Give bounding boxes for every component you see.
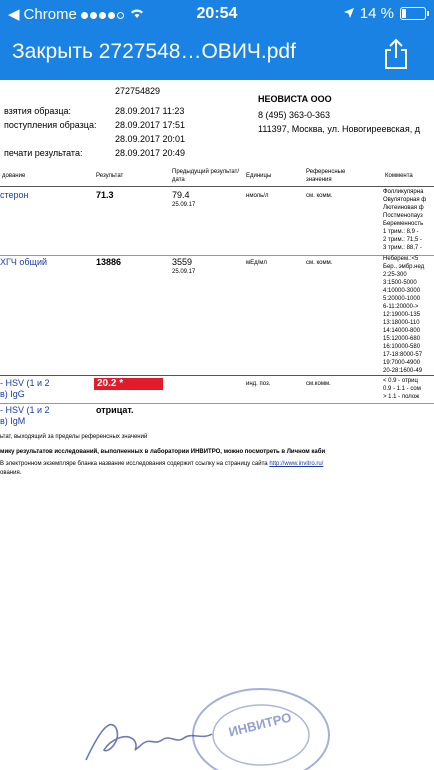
comment-line: Беременность bbox=[383, 221, 424, 227]
comment-line: 2 трим.: 71,5 - bbox=[383, 237, 422, 243]
comment-line: 14:14000-800 bbox=[383, 328, 421, 334]
comment-line: Лютеиновая ф bbox=[383, 205, 424, 211]
comment-line: 16:10000-580 bbox=[383, 344, 421, 350]
share-icon[interactable] bbox=[382, 38, 410, 70]
field-label-sample-received: поступления образца: bbox=[4, 120, 97, 130]
comment-line: Овуляторная ф bbox=[383, 197, 427, 203]
comment-line: 1 трим.: 8,9 - bbox=[383, 229, 419, 235]
comment-block bbox=[383, 255, 424, 375]
units: нмоль/л bbox=[246, 193, 269, 199]
comment-line: 5:20000-1000 bbox=[383, 296, 421, 302]
comment-block bbox=[383, 188, 426, 252]
test-name-testosterone[interactable]: стерон bbox=[0, 190, 29, 200]
col-header-reference: Референсные значения bbox=[306, 169, 346, 183]
comment-line: 12:19000-135 bbox=[383, 312, 421, 318]
comment-line: 3:1500-5000 bbox=[383, 280, 417, 286]
comment-line: 15:12000-680 bbox=[383, 336, 421, 342]
row-divider bbox=[0, 403, 434, 404]
signature bbox=[80, 710, 220, 770]
comment-line: Фолликулярна bbox=[383, 189, 424, 195]
top-bar bbox=[0, 0, 434, 80]
comment-line: 13:18000-110 bbox=[383, 320, 420, 326]
pdf-page bbox=[0, 80, 434, 770]
comment-line: > 1.1 - полож bbox=[383, 394, 420, 400]
units: мЕд/мл bbox=[246, 260, 267, 266]
test-name-hcg[interactable]: ХГЧ общий bbox=[0, 257, 47, 267]
units: инд. поз. bbox=[246, 381, 271, 387]
result-value: 71.3 bbox=[96, 190, 114, 200]
field-value-sample-received: 28.09.2017 17:51 bbox=[115, 120, 186, 130]
previous-value: 3559 bbox=[172, 257, 193, 267]
test-name-hsv-igm-line1[interactable]: - HSV (1 и 2 bbox=[0, 405, 50, 415]
test-name-hsv-igm-line2[interactable]: в) IgM bbox=[0, 416, 26, 426]
row-divider bbox=[0, 375, 434, 376]
comment-line: < 0.9 - отриц bbox=[383, 378, 418, 384]
stamp-text: ИНВИТРО bbox=[227, 709, 293, 740]
result-value-abnormal: 20.2 * bbox=[94, 378, 163, 390]
comment-line: 2:25-300 bbox=[383, 272, 407, 278]
reference: см.комм. bbox=[306, 381, 331, 387]
reference: см. комм. bbox=[306, 260, 333, 266]
location-arrow-icon bbox=[344, 5, 354, 22]
previous-date: 25.09.17 bbox=[172, 202, 196, 208]
field-value-sample-taken: 28.09.2017 11:23 bbox=[115, 106, 185, 116]
lab-phone: 8 (495) 363-0-363 bbox=[258, 110, 331, 120]
reference: см. комм. bbox=[306, 193, 333, 199]
footnote-star: ьтат, выходящий за пределы референсных значений bbox=[0, 434, 148, 440]
test-name-hsv-igg-line1[interactable]: - HSV (1 и 2 bbox=[0, 378, 50, 388]
invitro-link[interactable]: http://www.invitro.ru/ bbox=[269, 461, 324, 467]
col-header-result: Результат bbox=[96, 173, 124, 179]
battery-icon bbox=[400, 7, 426, 20]
field-value-3: 28.09.2017 20:01 bbox=[115, 134, 186, 144]
col-header-units: Единицы bbox=[246, 173, 272, 179]
col-header-previous: Предыдущий результат/дата bbox=[172, 169, 240, 183]
header-divider bbox=[0, 186, 434, 187]
comment-line: 6-11:20000-> bbox=[383, 304, 419, 310]
comment-block bbox=[383, 377, 421, 401]
comment-line: 0.9 - 1.1 - сом bbox=[383, 386, 421, 392]
comment-line: Постменопауз bbox=[383, 213, 423, 219]
comment-line: 3 трим.: 88,7 - bbox=[383, 245, 422, 251]
order-number: 272754829 bbox=[115, 86, 161, 96]
field-value-printed: 28.09.2017 20:49 bbox=[115, 148, 186, 158]
test-name-hsv-igg-line2[interactable]: в) IgG bbox=[0, 389, 25, 399]
status-time: 20:54 bbox=[196, 5, 238, 22]
comment-line: Бер., эмбр.нед bbox=[383, 264, 425, 270]
comment-line: 17-18:8000-57 bbox=[383, 352, 423, 358]
field-label-sample-taken: взятия образца: bbox=[4, 106, 72, 116]
comment-line: 4:10000-3000 bbox=[383, 288, 421, 294]
result-value: отрицат. bbox=[96, 405, 134, 415]
status-bar bbox=[0, 0, 434, 28]
back-arrow-icon[interactable]: ◀ bbox=[8, 6, 20, 23]
field-label-printed: печати результата: bbox=[4, 148, 83, 158]
footnote-electronic bbox=[0, 460, 323, 468]
lab-address: 111397, Москва, ул. Новогиреевская, д bbox=[258, 124, 420, 134]
comment-line: 20-28:1600-49 bbox=[383, 368, 423, 374]
carrier-label: Chrome bbox=[23, 5, 77, 23]
footnote-electronic-end: ования. bbox=[0, 470, 22, 476]
previous-value: 79.4 bbox=[172, 190, 190, 200]
comment-line: 19:7000-4900 bbox=[383, 360, 421, 366]
status-right bbox=[344, 5, 426, 22]
lab-name: НЕОВИСТА ООО bbox=[258, 94, 332, 104]
col-header-test: дование bbox=[2, 173, 26, 179]
close-document-title[interactable]: Закрыть 2727548…ОВИЧ.pdf bbox=[12, 40, 296, 63]
comment-line: Неберем.:<5 bbox=[383, 256, 419, 262]
previous-date: 25.09.17 bbox=[172, 269, 196, 275]
result-value: 13886 bbox=[96, 257, 122, 267]
col-header-comment: Коммента bbox=[385, 173, 413, 179]
battery-percent: 14 % bbox=[359, 5, 394, 22]
footnote-dynamics: мику результатов исследований, выполненных в лаборатории ИНВИТРО, можно посмотреть в Личном каби bbox=[0, 449, 326, 455]
footnote-electronic-text: В электронном экземпляре бланка название исследования содержит ссылку на страницу сайта bbox=[0, 461, 268, 467]
row-divider bbox=[0, 255, 434, 256]
